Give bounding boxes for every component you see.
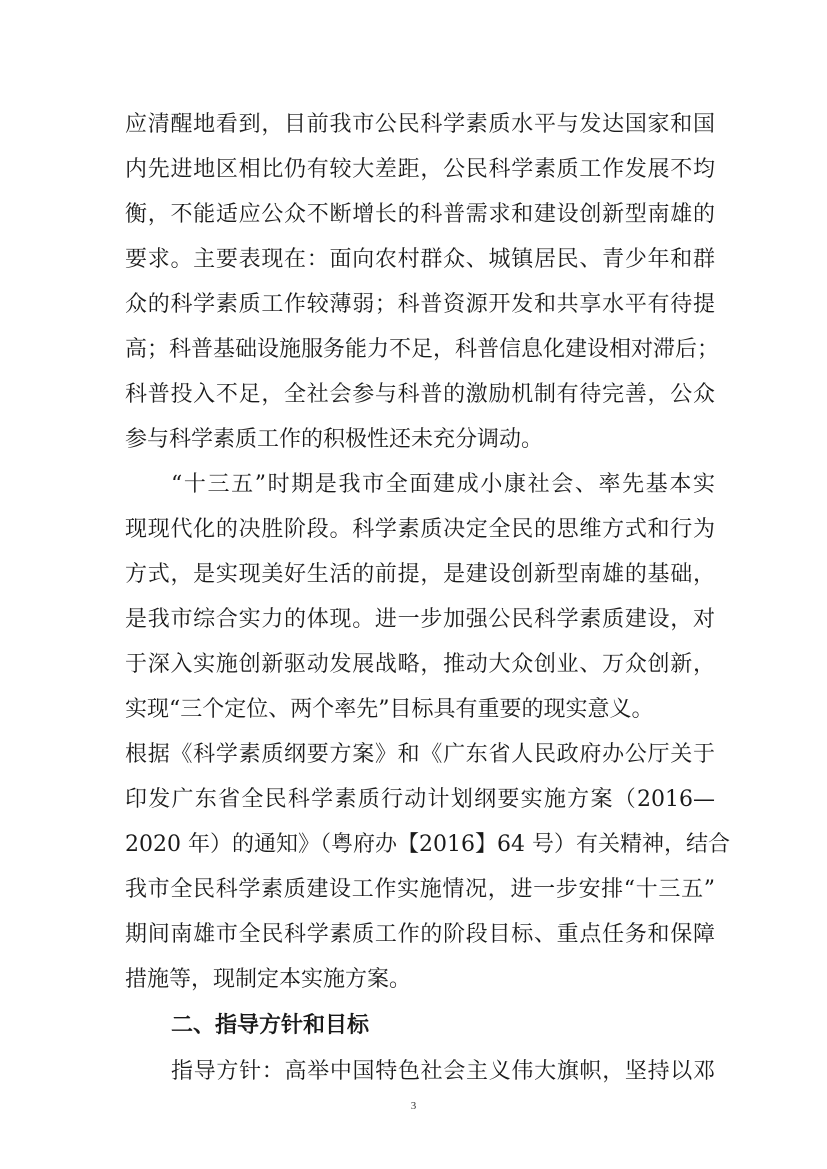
paragraph-line: 参与科学素质工作的积极性还未充分调动。 — [125, 427, 544, 452]
paragraph-line: 要求。主要表现在：面向农村群众、城镇居民、青少年和群 — [125, 247, 715, 272]
paragraph-line: 科普投入不足，全社会参与科普的激励机制有待完善，公众 — [125, 382, 715, 407]
paragraph-line: 现现代化的决胜阶段。科学素质决定全民的思维方式和行为 — [125, 517, 715, 542]
paragraph-line: 高；科普基础设施服务能力不足，科普信息化建设相对滞后； — [125, 337, 720, 362]
paragraph-line: 我市全民科学素质建设工作实施情况，进一步安排“十三五” — [125, 877, 715, 902]
page-number: 3 — [410, 1100, 417, 1112]
paragraph-line: 衡，不能适应公众不断增长的科普需求和建设创新型南雄的 — [125, 202, 715, 227]
paragraph-line: 众的科学素质工作较薄弱；科普资源开发和共享水平有待提 — [125, 292, 715, 317]
paragraph-line: 印发广东省全民科学素质行动计划纲要实施方案（2016— — [125, 787, 715, 812]
paragraph-line: 于深入实施创新驱动发展战略，推动大众创业、万众创新， — [125, 652, 715, 677]
paragraph-line: 措施等，现制定本实施方案。 — [125, 967, 412, 992]
paragraph-first-line: “十三五”时期是我市全面建成小康社会、率先基本实 — [171, 472, 715, 497]
paragraph-line: 2020 年）的通知》（粤府办【2016】64 号）有关精神，结合 — [125, 832, 730, 857]
paragraph-line: 应清醒地看到，目前我市公民科学素质水平与发达国家和国 — [125, 112, 715, 137]
paragraph-line: 根据《科学素质纲要方案》和《广东省人民政府办公厅关于 — [125, 742, 715, 767]
paragraph-line: 是我市综合实力的体现。进一步加强公民科学素质建设，对 — [125, 607, 715, 632]
section-heading: 二、指导方针和目标 — [171, 1013, 370, 1038]
paragraph-first-line: 指导方针：高举中国特色社会主义伟大旗帜，坚持以邓 — [171, 1059, 715, 1084]
paragraph-line: 实现“三个定位、两个率先”目标具有重要的现实意义。 — [125, 697, 654, 722]
paragraph-line: 内先进地区相比仍有较大差距，公民科学素质工作发展不均 — [125, 157, 715, 182]
paragraph-line: 期间南雄市全民科学素质工作的阶段目标、重点任务和保障 — [125, 922, 715, 947]
paragraph-line: 方式，是实现美好生活的前提，是建设创新型南雄的基础， — [125, 562, 715, 587]
